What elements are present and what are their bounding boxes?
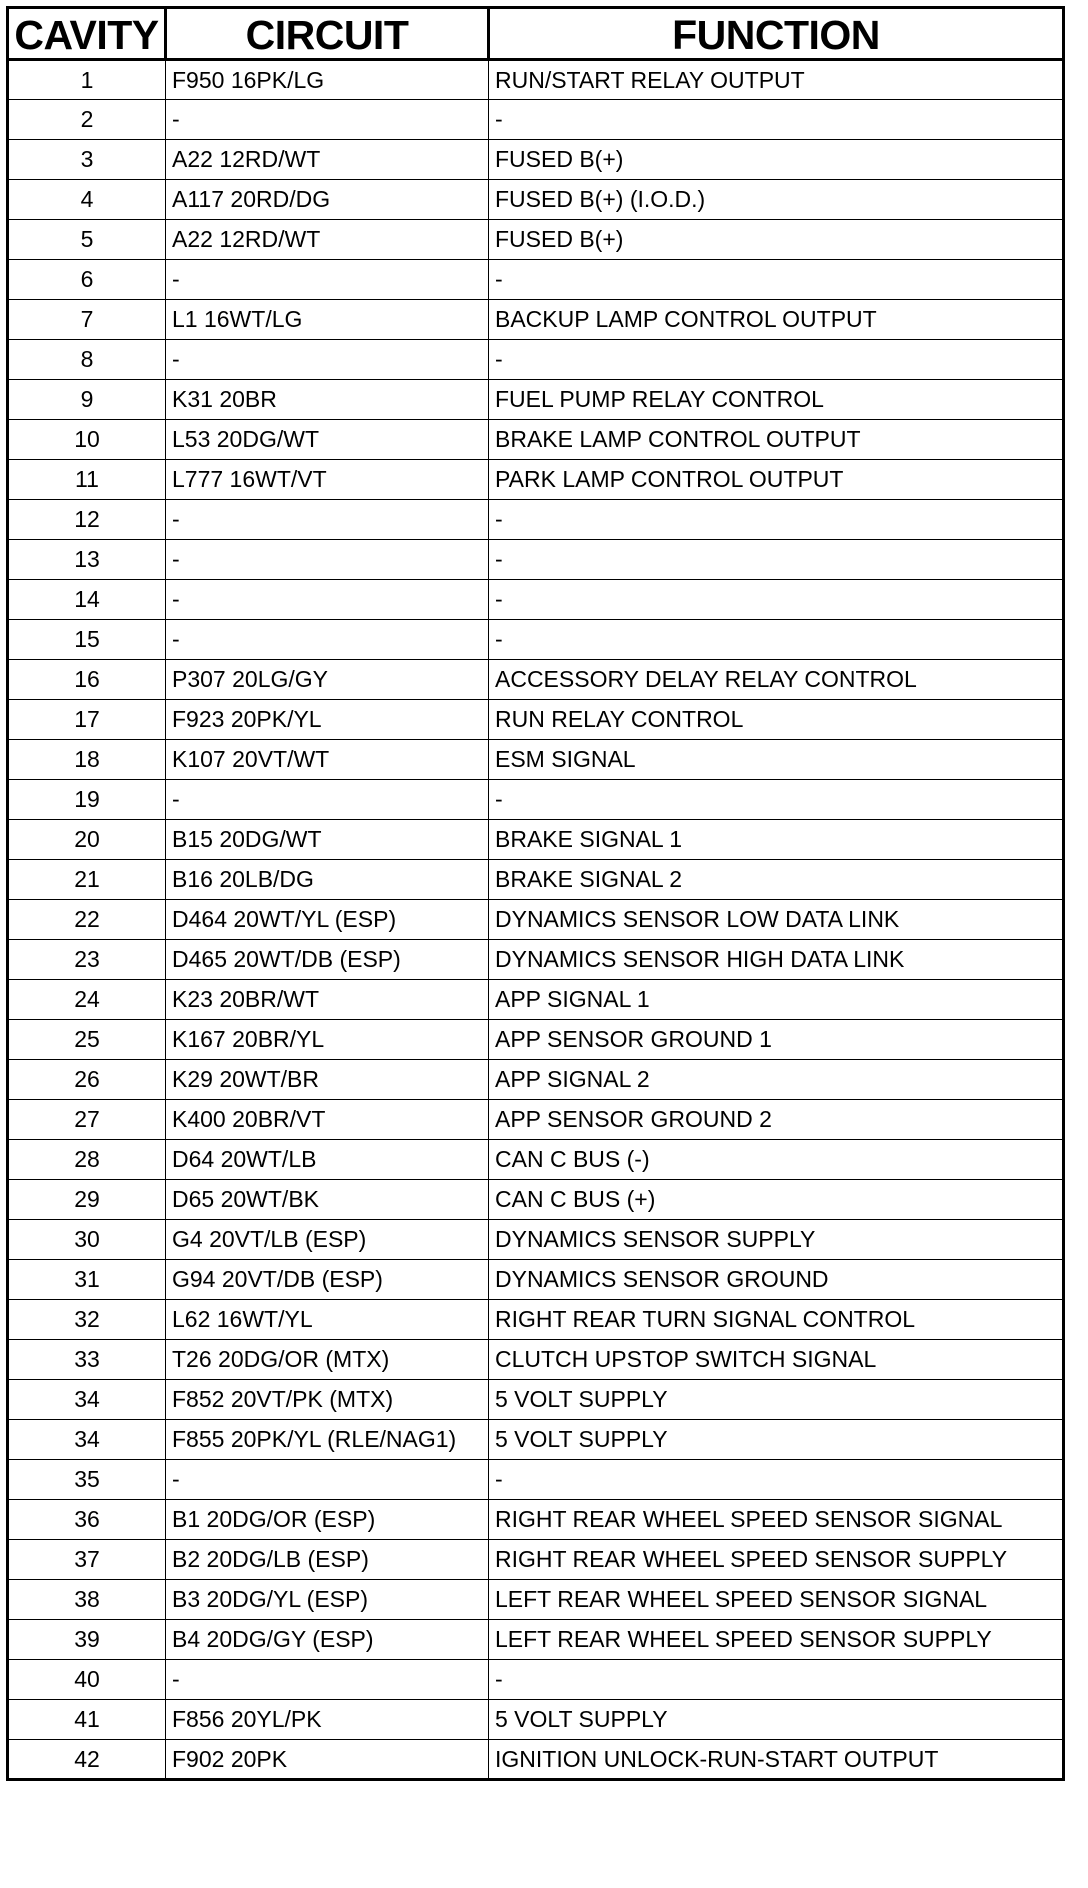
- function-cell: -: [489, 1660, 1064, 1700]
- circuit-cell: -: [166, 780, 489, 820]
- circuit-cell: -: [166, 1460, 489, 1500]
- table-row: [8, 380, 1064, 420]
- circuit-cell: L62 16WT/YL: [166, 1300, 489, 1340]
- circuit-cell: F856 20YL/PK: [166, 1700, 489, 1740]
- table-row: [8, 500, 1064, 540]
- circuit-cell: F852 20VT/PK (MTX): [166, 1380, 489, 1420]
- circuit-cell: A22 12RD/WT: [166, 220, 489, 260]
- table-row: [8, 900, 1064, 940]
- table-row: [8, 740, 1064, 780]
- function-cell: DYNAMICS SENSOR LOW DATA LINK: [489, 900, 1064, 940]
- circuit-cell: K23 20BR/WT: [166, 980, 489, 1020]
- circuit-cell: F855 20PK/YL (RLE/NAG1): [166, 1420, 489, 1460]
- cavity-cell: 22: [8, 900, 166, 940]
- function-cell: APP SIGNAL 2: [489, 1060, 1064, 1100]
- circuit-cell: -: [166, 260, 489, 300]
- table-row: [8, 1420, 1064, 1460]
- table-row: [8, 620, 1064, 660]
- table-row: [8, 1460, 1064, 1500]
- table-row: [8, 580, 1064, 620]
- cavity-cell: 16: [8, 660, 166, 700]
- function-cell: LEFT REAR WHEEL SPEED SENSOR SUPPLY: [489, 1620, 1064, 1660]
- function-cell: RUN RELAY CONTROL: [489, 700, 1064, 740]
- cavity-cell: 33: [8, 1340, 166, 1380]
- cavity-cell: 11: [8, 460, 166, 500]
- circuit-cell: L777 16WT/VT: [166, 460, 489, 500]
- function-cell: BACKUP LAMP CONTROL OUTPUT: [489, 300, 1064, 340]
- function-cell: -: [489, 260, 1064, 300]
- function-cell: -: [489, 500, 1064, 540]
- circuit-cell: -: [166, 100, 489, 140]
- circuit-cell: K31 20BR: [166, 380, 489, 420]
- circuit-cell: K107 20VT/WT: [166, 740, 489, 780]
- table-row: [8, 1180, 1064, 1220]
- cavity-cell: 26: [8, 1060, 166, 1100]
- circuit-cell: D65 20WT/BK: [166, 1180, 489, 1220]
- cavity-cell: 23: [8, 940, 166, 980]
- table-row: [8, 340, 1064, 380]
- function-cell: FUSED B(+): [489, 140, 1064, 180]
- table-row: [8, 140, 1064, 180]
- circuit-cell: -: [166, 1660, 489, 1700]
- table-row: [8, 1700, 1064, 1740]
- function-cell: DYNAMICS SENSOR GROUND: [489, 1260, 1064, 1300]
- circuit-cell: -: [166, 620, 489, 660]
- table-row: [8, 700, 1064, 740]
- function-cell: -: [489, 340, 1064, 380]
- function-cell: RIGHT REAR TURN SIGNAL CONTROL: [489, 1300, 1064, 1340]
- function-cell: CAN C BUS (+): [489, 1180, 1064, 1220]
- table-row: [8, 1340, 1064, 1380]
- table-row: [8, 60, 1064, 100]
- circuit-cell: B2 20DG/LB (ESP): [166, 1540, 489, 1580]
- table-row: [8, 860, 1064, 900]
- cavity-cell: 9: [8, 380, 166, 420]
- function-cell: RIGHT REAR WHEEL SPEED SENSOR SUPPLY: [489, 1540, 1064, 1580]
- cavity-cell: 27: [8, 1100, 166, 1140]
- cavity-cell: 39: [8, 1620, 166, 1660]
- table-row: [8, 820, 1064, 860]
- function-cell: DYNAMICS SENSOR HIGH DATA LINK: [489, 940, 1064, 980]
- cavity-cell: 14: [8, 580, 166, 620]
- table-row: [8, 1660, 1064, 1700]
- cavity-cell: 34: [8, 1420, 166, 1460]
- circuit-cell: D464 20WT/YL (ESP): [166, 900, 489, 940]
- cavity-cell: 4: [8, 180, 166, 220]
- table-row: [8, 1580, 1064, 1620]
- cavity-cell: 18: [8, 740, 166, 780]
- cavity-cell: 29: [8, 1180, 166, 1220]
- function-cell: FUEL PUMP RELAY CONTROL: [489, 380, 1064, 420]
- cavity-cell: 42: [8, 1740, 166, 1780]
- cavity-cell: 7: [8, 300, 166, 340]
- circuit-cell: K400 20BR/VT: [166, 1100, 489, 1140]
- function-cell: -: [489, 100, 1064, 140]
- cavity-cell: 15: [8, 620, 166, 660]
- cavity-cell: 40: [8, 1660, 166, 1700]
- circuit-cell: F950 16PK/LG: [166, 60, 489, 100]
- cavity-cell: 20: [8, 820, 166, 860]
- circuit-cell: -: [166, 500, 489, 540]
- cavity-cell: 36: [8, 1500, 166, 1540]
- function-cell: IGNITION UNLOCK-RUN-START OUTPUT: [489, 1740, 1064, 1780]
- function-cell: APP SIGNAL 1: [489, 980, 1064, 1020]
- table-row: [8, 420, 1064, 460]
- table-row: [8, 940, 1064, 980]
- function-cell: RIGHT REAR WHEEL SPEED SENSOR SIGNAL: [489, 1500, 1064, 1540]
- circuit-cell: B4 20DG/GY (ESP): [166, 1620, 489, 1660]
- cavity-cell: 1: [8, 60, 166, 100]
- cavity-cell: 2: [8, 100, 166, 140]
- circuit-cell: B16 20LB/DG: [166, 860, 489, 900]
- table-row: [8, 1140, 1064, 1180]
- table-row: [8, 1540, 1064, 1580]
- function-cell: APP SENSOR GROUND 1: [489, 1020, 1064, 1060]
- function-cell: RUN/START RELAY OUTPUT: [489, 60, 1064, 100]
- function-cell: DYNAMICS SENSOR SUPPLY: [489, 1220, 1064, 1260]
- cavity-cell: 24: [8, 980, 166, 1020]
- table-row: [8, 100, 1064, 140]
- cavity-cell: 21: [8, 860, 166, 900]
- circuit-cell: G4 20VT/LB (ESP): [166, 1220, 489, 1260]
- function-cell: FUSED B(+): [489, 220, 1064, 260]
- cavity-cell: 3: [8, 140, 166, 180]
- table-row: [8, 300, 1064, 340]
- circuit-cell: B1 20DG/OR (ESP): [166, 1500, 489, 1540]
- circuit-cell: L1 16WT/LG: [166, 300, 489, 340]
- circuit-cell: -: [166, 340, 489, 380]
- function-cell: FUSED B(+) (I.O.D.): [489, 180, 1064, 220]
- table-row: [8, 1380, 1064, 1420]
- table-row: [8, 1260, 1064, 1300]
- function-cell: CLUTCH UPSTOP SWITCH SIGNAL: [489, 1340, 1064, 1380]
- table-row: [8, 1300, 1064, 1340]
- circuit-cell: D64 20WT/LB: [166, 1140, 489, 1180]
- cavity-cell: 17: [8, 700, 166, 740]
- table-row: [8, 1740, 1064, 1780]
- header-function: FUNCTION: [489, 8, 1064, 60]
- circuit-cell: B3 20DG/YL (ESP): [166, 1580, 489, 1620]
- header-row: [8, 8, 1064, 60]
- circuit-cell: D465 20WT/DB (ESP): [166, 940, 489, 980]
- circuit-cell: T26 20DG/OR (MTX): [166, 1340, 489, 1380]
- cavity-cell: 25: [8, 1020, 166, 1060]
- circuit-cell: -: [166, 540, 489, 580]
- circuit-cell: G94 20VT/DB (ESP): [166, 1260, 489, 1300]
- cavity-cell: 32: [8, 1300, 166, 1340]
- function-cell: BRAKE SIGNAL 1: [489, 820, 1064, 860]
- circuit-cell: A117 20RD/DG: [166, 180, 489, 220]
- circuit-cell: B15 20DG/WT: [166, 820, 489, 860]
- cavity-cell: 10: [8, 420, 166, 460]
- table-row: [8, 220, 1064, 260]
- connector-pinout-table: [6, 6, 1065, 1781]
- table-row: [8, 780, 1064, 820]
- header-circuit: CIRCUIT: [166, 8, 489, 60]
- function-cell: -: [489, 580, 1064, 620]
- table-row: [8, 260, 1064, 300]
- function-cell: -: [489, 780, 1064, 820]
- circuit-cell: K29 20WT/BR: [166, 1060, 489, 1100]
- cavity-cell: 31: [8, 1260, 166, 1300]
- cavity-cell: 41: [8, 1700, 166, 1740]
- table-row: [8, 540, 1064, 580]
- function-cell: BRAKE LAMP CONTROL OUTPUT: [489, 420, 1064, 460]
- circuit-cell: F902 20PK: [166, 1740, 489, 1780]
- cavity-cell: 37: [8, 1540, 166, 1580]
- function-cell: APP SENSOR GROUND 2: [489, 1100, 1064, 1140]
- cavity-cell: 19: [8, 780, 166, 820]
- function-cell: LEFT REAR WHEEL SPEED SENSOR SIGNAL: [489, 1580, 1064, 1620]
- cavity-cell: 12: [8, 500, 166, 540]
- table-row: [8, 1500, 1064, 1540]
- function-cell: BRAKE SIGNAL 2: [489, 860, 1064, 900]
- function-cell: -: [489, 620, 1064, 660]
- table-row: [8, 980, 1064, 1020]
- table-row: [8, 180, 1064, 220]
- table-row: [8, 660, 1064, 700]
- circuit-cell: P307 20LG/GY: [166, 660, 489, 700]
- cavity-cell: 35: [8, 1460, 166, 1500]
- table-row: [8, 1620, 1064, 1660]
- cavity-cell: 8: [8, 340, 166, 380]
- table-row: [8, 460, 1064, 500]
- table-row: [8, 1220, 1064, 1260]
- function-cell: CAN C BUS (-): [489, 1140, 1064, 1180]
- cavity-cell: 13: [8, 540, 166, 580]
- table-row: [8, 1060, 1064, 1100]
- circuit-cell: -: [166, 580, 489, 620]
- circuit-cell: A22 12RD/WT: [166, 140, 489, 180]
- function-cell: 5 VOLT SUPPLY: [489, 1700, 1064, 1740]
- function-cell: 5 VOLT SUPPLY: [489, 1420, 1064, 1460]
- table-row: [8, 1020, 1064, 1060]
- header-cavity: CAVITY: [8, 8, 166, 60]
- pinout-rows: [8, 60, 1064, 1780]
- cavity-cell: 30: [8, 1220, 166, 1260]
- function-cell: PARK LAMP CONTROL OUTPUT: [489, 460, 1064, 500]
- cavity-cell: 6: [8, 260, 166, 300]
- circuit-cell: L53 20DG/WT: [166, 420, 489, 460]
- table-row: [8, 1100, 1064, 1140]
- function-cell: -: [489, 540, 1064, 580]
- circuit-cell: F923 20PK/YL: [166, 700, 489, 740]
- cavity-cell: 5: [8, 220, 166, 260]
- function-cell: -: [489, 1460, 1064, 1500]
- function-cell: 5 VOLT SUPPLY: [489, 1380, 1064, 1420]
- function-cell: ACCESSORY DELAY RELAY CONTROL: [489, 660, 1064, 700]
- cavity-cell: 34: [8, 1380, 166, 1420]
- cavity-cell: 38: [8, 1580, 166, 1620]
- function-cell: ESM SIGNAL: [489, 740, 1064, 780]
- circuit-cell: K167 20BR/YL: [166, 1020, 489, 1060]
- cavity-cell: 28: [8, 1140, 166, 1180]
